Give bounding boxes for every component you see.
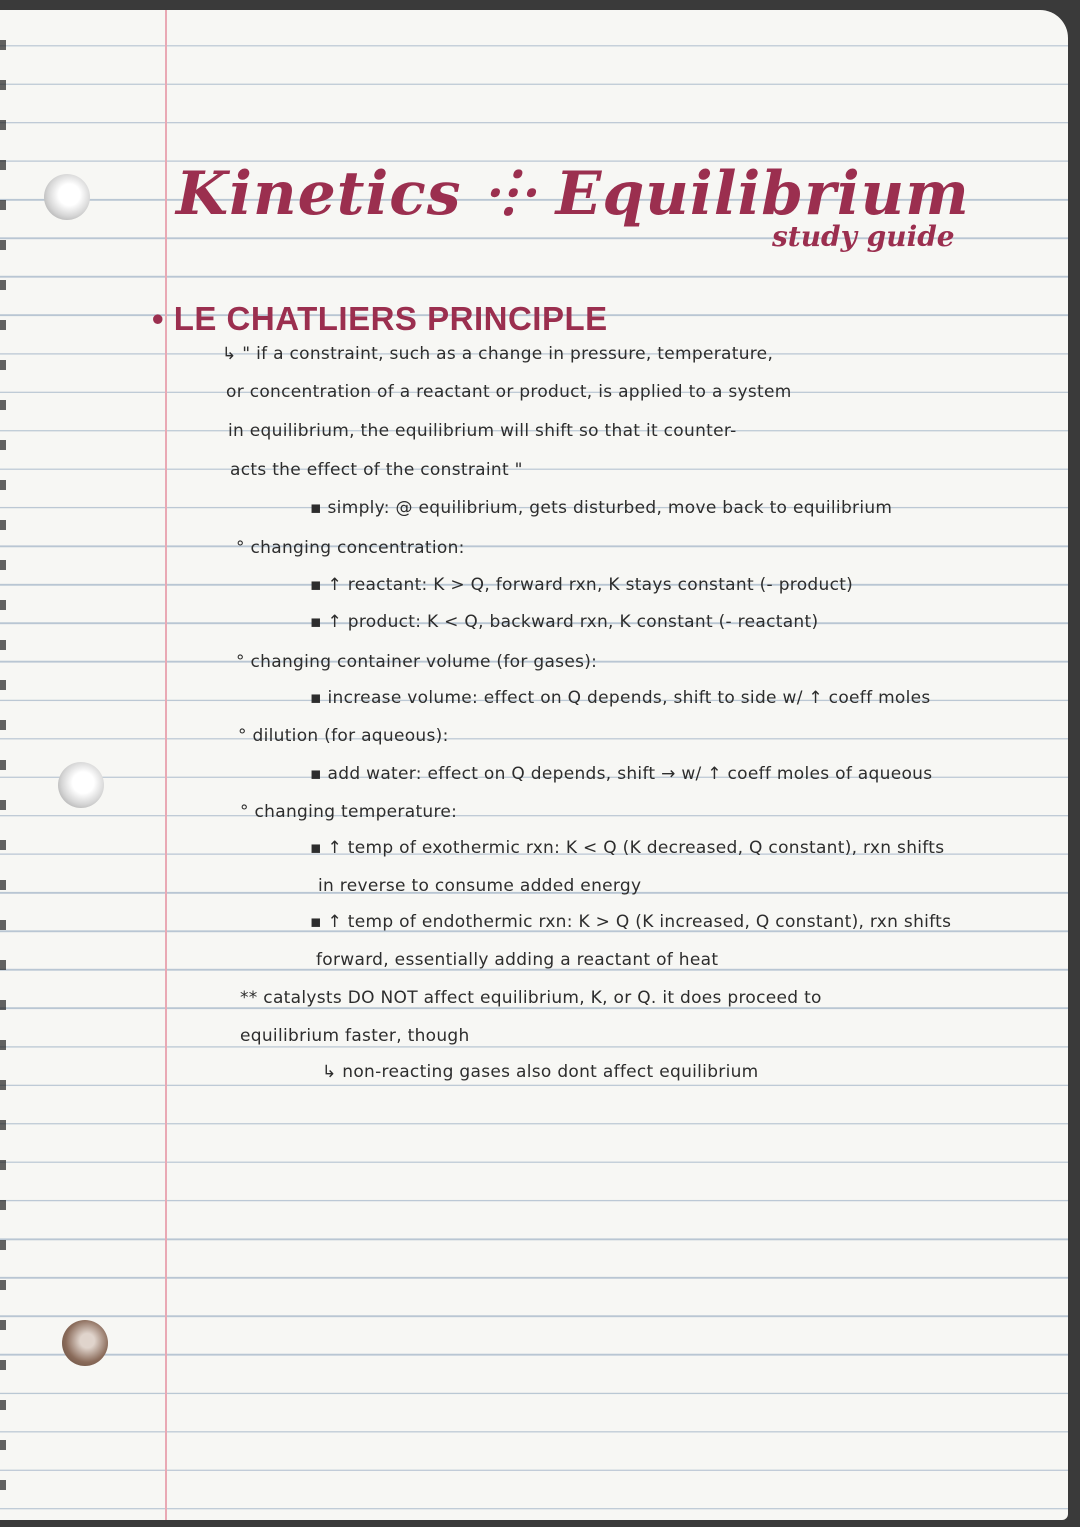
quote-line-2: or concentration of a reactant or product, is applied to a system xyxy=(226,382,792,402)
dilution-add-water: ▪ add water: effect on Q depends, shift → w/ ↑ coeff moles of aqueous xyxy=(310,764,933,784)
volume-heading: ° changing container volume (for gases): xyxy=(236,652,598,672)
non-reacting-gases-note: ↳ non-reacting gases also dont affect equilibrium xyxy=(322,1062,759,1082)
section-heading: • LE CHATLIERS PRINCIPLE xyxy=(152,300,608,337)
temperature-exothermic-cont: in reverse to consume added energy xyxy=(318,876,642,896)
catalyst-note-cont: equilibrium faster, though xyxy=(240,1026,470,1046)
temperature-exothermic: ▪ ↑ temp of exothermic rxn: K < Q (K decreased, Q constant), rxn shifts xyxy=(310,838,945,858)
temperature-endothermic: ▪ ↑ temp of endothermic rxn: K > Q (K increased, Q constant), rxn shifts xyxy=(310,912,952,932)
volume-increase: ▪ increase volume: effect on Q depends, shift to side w/ ↑ coeff moles xyxy=(310,688,931,708)
simply-note: ▪ simply: @ equilibrium, gets disturbed, move back to equilibrium xyxy=(310,498,893,518)
quote-line-3: in equilibrium, the equilibrium will shift so that it counter- xyxy=(228,421,737,441)
concentration-heading: ° changing concentration: xyxy=(236,538,465,558)
dilution-heading: ° dilution (for aqueous): xyxy=(238,726,449,746)
punch-hole-bottom xyxy=(62,1320,108,1366)
quote-line-4: acts the effect of the constraint " xyxy=(230,460,523,480)
page-subtitle: study guide xyxy=(772,220,955,253)
notebook-spiral-edge xyxy=(0,10,6,1520)
concentration-reactant: ▪ ↑ reactant: K > Q, forward rxn, K stays constant (- product) xyxy=(310,575,854,595)
margin-line xyxy=(165,10,167,1520)
temperature-endothermic-cont: forward, essentially adding a reactant of heat xyxy=(316,950,719,970)
catalyst-note: ** catalysts DO NOT affect equilibrium, K, or Q. it does proceed to xyxy=(240,988,822,1008)
page-title: Kinetics ⸭ Equilibrium xyxy=(176,159,970,229)
temperature-heading: ° changing temperature: xyxy=(240,802,458,822)
concentration-product: ▪ ↑ product: K < Q, backward rxn, K constant (- reactant) xyxy=(310,612,819,632)
punch-hole-middle xyxy=(58,762,104,808)
quote-line-1: ↳ " if a constraint, such as a change in pressure, temperature, xyxy=(222,344,774,364)
punch-hole-top xyxy=(44,174,90,220)
notebook-page xyxy=(0,10,1068,1520)
